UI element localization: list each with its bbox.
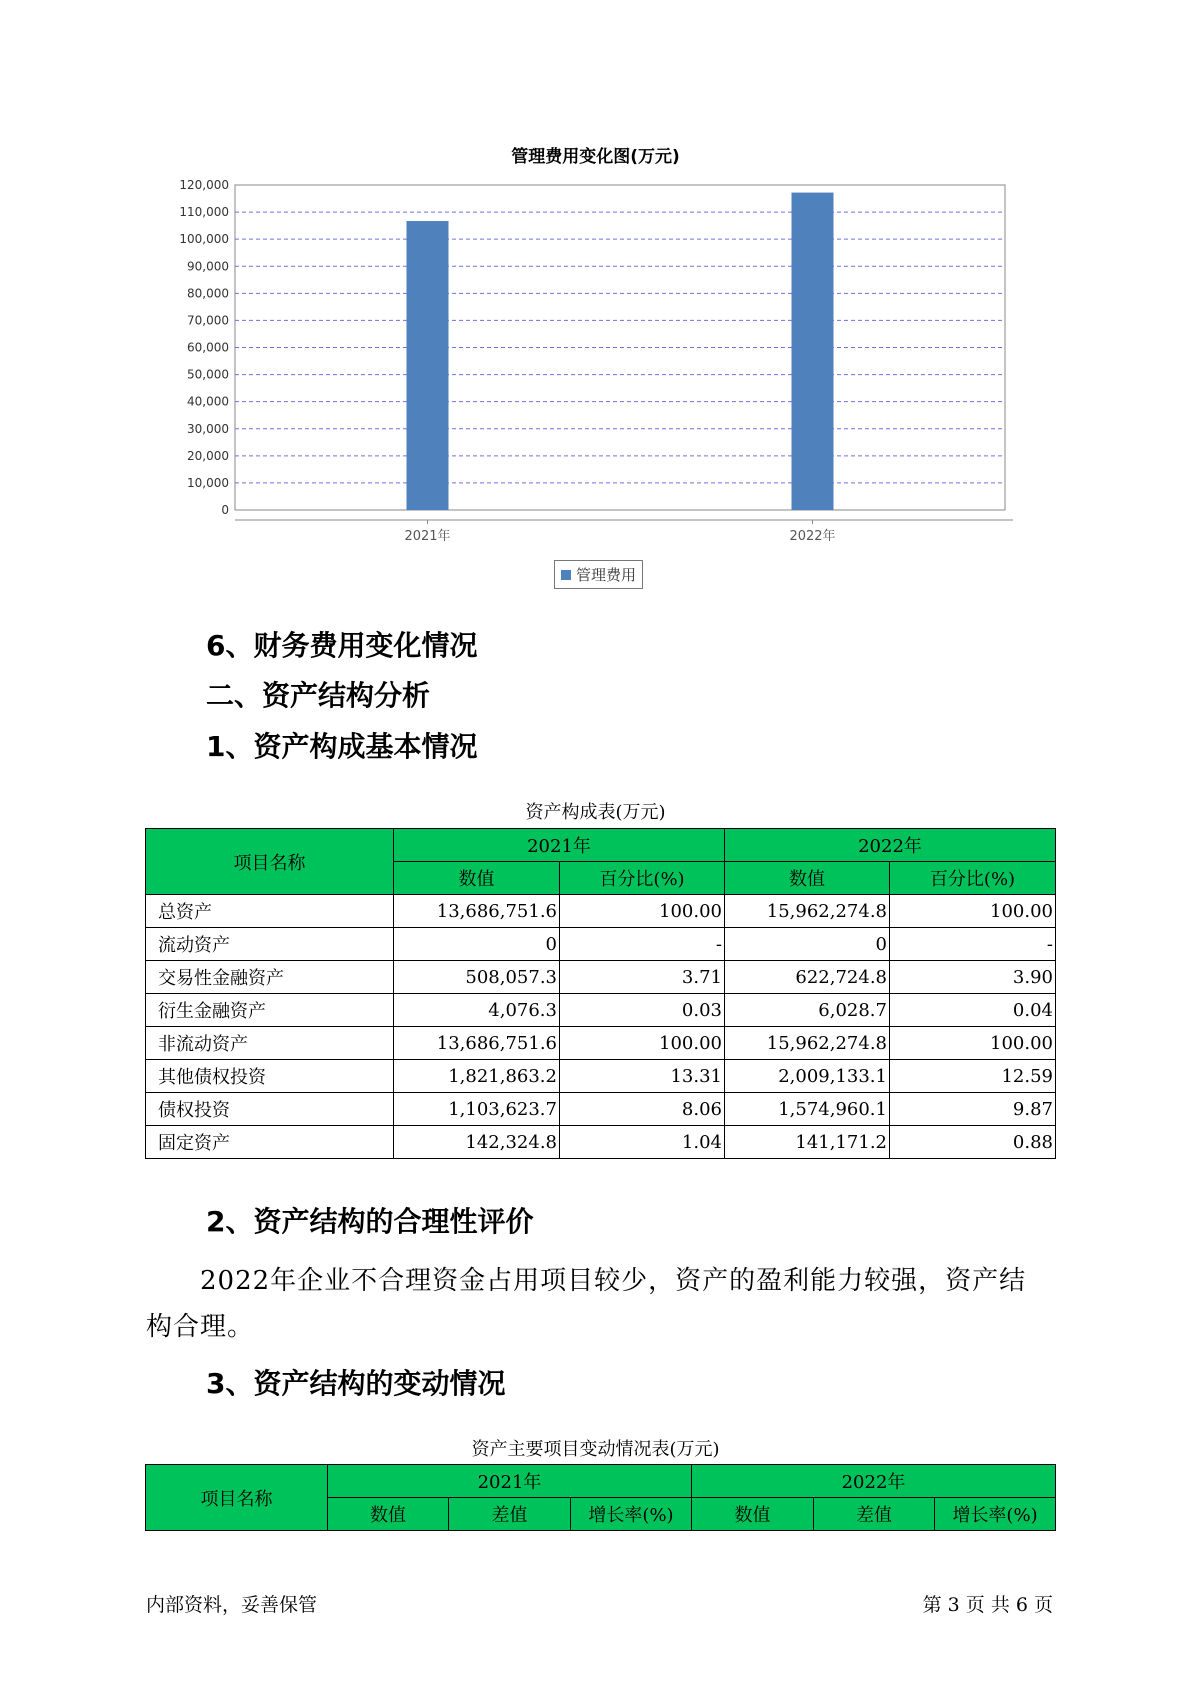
legend-label: 管理费用 <box>576 566 637 584</box>
value-2022: 0 <box>725 928 890 961</box>
heading-asset-composition: 1、资产构成基本情况 <box>206 730 478 763</box>
row-name: 债权投资 <box>146 1093 394 1126</box>
table1-caption: 资产构成表(万元) <box>525 802 666 823</box>
year-2021-header: 2021年 <box>394 829 725 862</box>
paragraph-text: 2022年企业不合理资金占用项目较少，资产的盈利能力较强，资产结构合理。 <box>146 1266 1027 1342</box>
pct-2022: 100.00 <box>890 895 1056 928</box>
pct-2021: 13.31 <box>560 1060 725 1093</box>
col-value-2021: 数值 <box>328 1498 449 1531</box>
value-2021: 4,076.3 <box>394 994 560 1027</box>
row-name: 流动资产 <box>146 928 394 961</box>
col-value-2021: 数值 <box>394 862 560 895</box>
value-2022: 6,028.7 <box>725 994 890 1027</box>
row-name: 衍生金融资产 <box>146 994 394 1027</box>
value-2022: 15,962,274.8 <box>725 1027 890 1060</box>
col-pct-2021: 百分比(%) <box>560 862 725 895</box>
heading-asset-change: 3、资产结构的变动情况 <box>206 1367 506 1400</box>
row-name: 总资产 <box>146 895 394 928</box>
heading-asset-rationality: 2、资产结构的合理性评价 <box>206 1205 534 1238</box>
row-name: 交易性金融资产 <box>146 961 394 994</box>
x-tick-label: 2021年 <box>404 529 451 544</box>
pct-2022: 100.00 <box>890 1027 1056 1060</box>
pct-2022: 12.59 <box>890 1060 1056 1093</box>
rationality-paragraph <box>146 1258 1051 1350</box>
table-row <box>146 928 1056 961</box>
management-expense-chart <box>140 175 1020 555</box>
table-row <box>146 1126 1056 1159</box>
y-tick-label: 100,000 <box>179 232 229 247</box>
value-2022: 622,724.8 <box>725 961 890 994</box>
y-tick-label: 50,000 <box>187 367 229 382</box>
col-growth-2021: 增长率(%) <box>571 1498 692 1531</box>
legend-swatch <box>561 570 571 580</box>
col-value-2022: 数值 <box>725 862 890 895</box>
pct-2021: 3.71 <box>560 961 725 994</box>
footer-page-number: 第 3 页 共 6 页 <box>922 1594 1053 1616</box>
heading-finance-expense: 6、财务费用变化情况 <box>206 629 478 662</box>
year-2022-header: 2022年 <box>692 1465 1056 1498</box>
value-2021: 13,686,751.6 <box>394 1027 560 1060</box>
col-pct-2022: 百分比(%) <box>890 862 1056 895</box>
heading-asset-structure: 二、资产结构分析 <box>206 679 431 712</box>
y-tick-label: 0 <box>221 503 229 517</box>
value-2021: 13,686,751.6 <box>394 895 560 928</box>
pct-2022: 3.90 <box>890 961 1056 994</box>
y-tick-label: 110,000 <box>179 205 229 220</box>
asset-change-table <box>145 1464 1056 1531</box>
col-value-2022: 数值 <box>692 1498 814 1531</box>
value-2021: 0 <box>394 928 560 961</box>
chart-title: 管理费用变化图(万元) <box>511 147 680 167</box>
value-2022: 141,171.2 <box>725 1126 890 1159</box>
y-tick-label: 40,000 <box>187 394 229 409</box>
row-name: 非流动资产 <box>146 1027 394 1060</box>
col-growth-2022: 增长率(%) <box>935 1498 1056 1531</box>
y-tick-label: 60,000 <box>187 340 229 355</box>
value-2022: 1,574,960.1 <box>725 1093 890 1126</box>
table-row <box>146 961 1056 994</box>
value-2022: 2,009,133.1 <box>725 1060 890 1093</box>
pct-2022: 9.87 <box>890 1093 1056 1126</box>
x-tick-label: 2022年 <box>789 529 836 544</box>
row-name: 其他债权投资 <box>146 1060 394 1093</box>
table2-caption: 资产主要项目变动情况表(万元) <box>471 1439 720 1460</box>
col-diff-2021: 差值 <box>449 1498 571 1531</box>
value-2021: 1,103,623.7 <box>394 1093 560 1126</box>
pct-2021: 100.00 <box>560 895 725 928</box>
row-name: 固定资产 <box>146 1126 394 1159</box>
year-2021-header: 2021年 <box>328 1465 692 1498</box>
asset-composition-table <box>145 828 1056 1159</box>
col-item-name: 项目名称 <box>146 829 394 895</box>
y-tick-label: 80,000 <box>187 286 229 301</box>
pct-2022: 0.88 <box>890 1126 1056 1159</box>
value-2021: 1,821,863.2 <box>394 1060 560 1093</box>
pct-2021: - <box>560 928 725 961</box>
bar <box>407 221 449 510</box>
pct-2022: 0.04 <box>890 994 1056 1027</box>
value-2021: 142,324.8 <box>394 1126 560 1159</box>
bar <box>792 193 834 510</box>
y-tick-label: 30,000 <box>187 421 229 436</box>
table-row <box>146 895 1056 928</box>
y-tick-label: 20,000 <box>187 448 229 463</box>
y-tick-label: 70,000 <box>187 313 229 328</box>
table-row <box>146 1027 1056 1060</box>
y-tick-label: 10,000 <box>187 475 229 490</box>
pct-2021: 8.06 <box>560 1093 725 1126</box>
footer-confidential: 内部资料，妥善保管 <box>146 1594 318 1616</box>
col-item-name: 项目名称 <box>146 1465 328 1531</box>
value-2021: 508,057.3 <box>394 961 560 994</box>
col-diff-2022: 差值 <box>814 1498 935 1531</box>
table-row <box>146 1093 1056 1126</box>
table-row <box>146 994 1056 1027</box>
value-2022: 15,962,274.8 <box>725 895 890 928</box>
y-tick-label: 90,000 <box>187 259 229 274</box>
pct-2021: 1.04 <box>560 1126 725 1159</box>
chart-legend <box>554 560 643 589</box>
pct-2021: 100.00 <box>560 1027 725 1060</box>
y-tick-label: 120,000 <box>179 178 229 192</box>
table-row <box>146 1060 1056 1093</box>
year-2022-header: 2022年 <box>725 829 1056 862</box>
pct-2022: - <box>890 928 1056 961</box>
pct-2021: 0.03 <box>560 994 725 1027</box>
